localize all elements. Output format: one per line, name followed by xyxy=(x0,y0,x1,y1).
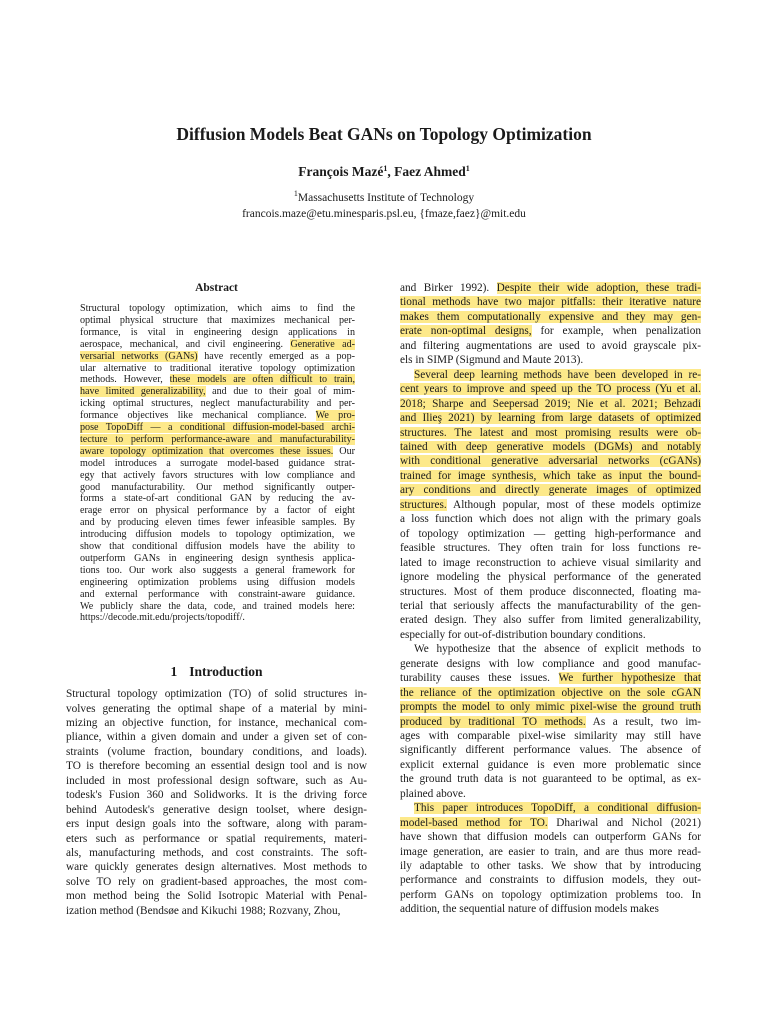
text-segment: mon method being the Solid Isotropic Material with Penal- xyxy=(66,890,367,903)
text-segment: explicit external guidance is even more problematic since xyxy=(400,758,701,771)
abstract-heading: Abstract xyxy=(195,282,238,294)
text-line xyxy=(80,505,355,517)
section-title: Introduction xyxy=(189,664,263,679)
text-line xyxy=(400,902,701,917)
text-line xyxy=(80,458,355,470)
text-line xyxy=(66,889,367,904)
highlighted-text: structures. The latest and most promising results were ob- xyxy=(400,426,701,439)
text-line xyxy=(400,397,701,412)
text-segment: ization method (Bendsøe and Kikuchi 1988; Rozvany, Zhou, xyxy=(66,904,341,917)
text-line xyxy=(400,585,701,600)
text-segment: structures. Most of them produce disconnected, floating ma- xyxy=(400,585,701,598)
highlighted-text: with conditional generative adversarial networks (cGANs) xyxy=(400,455,701,468)
highlighted-text: 2018; Sharpe and Seepersad 2019; Nie et al. 2021; Behzadi xyxy=(400,397,701,410)
text-segment: ily adaptable to other tasks. We show that by introducing xyxy=(400,860,701,872)
highlighted-text: tained with deep generative models (DGMs) and notably xyxy=(400,440,701,453)
highlighted-text: erate non-optimal designs, xyxy=(400,325,532,338)
text-segment: and Birker 1992). xyxy=(400,282,497,294)
highlighted-text: We further hypothesize that xyxy=(558,672,701,685)
highlighted-text: prompts the model to only mimic pixel-wise the ground truth xyxy=(400,701,701,713)
text-segment: model introduces a surrogate model-based guidance strat- xyxy=(80,457,355,469)
text-segment: erage error on physical performance by a factor of eight xyxy=(80,505,355,517)
highlighted-text: trained for image synthesis, which take as input the bound- xyxy=(400,469,701,482)
author-affil-mark: 1 xyxy=(383,164,388,173)
text-segment: plained above. xyxy=(400,787,466,800)
text-line xyxy=(400,353,701,368)
text-line xyxy=(80,589,355,601)
text-line xyxy=(80,482,355,494)
author-list xyxy=(0,162,768,182)
text-segment: aerospace, mechanical, and civil engineering. xyxy=(80,338,291,350)
text-segment: generate designs with low compliance and good manufac- xyxy=(400,657,701,670)
text-line xyxy=(414,368,701,383)
text-line xyxy=(400,527,701,542)
text-line xyxy=(80,303,355,315)
text-segment: Although popular, most of these models optimize xyxy=(446,498,701,511)
highlighted-text: cent years to improve and speed up the TO process (Yu et al. xyxy=(400,383,701,396)
text-line xyxy=(400,743,701,758)
text-segment: els in SIMP (Sigmund and Maute 2013). xyxy=(400,354,584,367)
text-line xyxy=(80,565,355,577)
text-line xyxy=(400,382,701,397)
highlighted-text: Despite their wide adoption, these tradi- xyxy=(496,282,701,294)
text-line xyxy=(66,817,367,832)
text-segment: ware quickly generates design alternatives. Most methods to xyxy=(66,861,367,874)
text-segment: ages with comparable pixel-wise similarity may still have xyxy=(400,730,701,742)
highlighted-text: Generative ad- xyxy=(290,338,355,350)
highlighted-text: tional methods have two major pitfalls: their iterative nature xyxy=(400,296,701,309)
text-segment: especially for out-of-distribution boundary conditions. xyxy=(400,628,646,641)
text-line xyxy=(400,859,701,874)
text-segment: Structural topology optimization (TO) of solid structures in- xyxy=(66,688,367,700)
highlighted-text: the reliance of the optimization objective on the sole cGAN xyxy=(400,686,701,699)
text-line xyxy=(66,803,367,818)
author-name: François Mazé xyxy=(298,164,384,179)
text-line xyxy=(66,788,367,803)
text-line xyxy=(66,730,367,745)
text-line xyxy=(400,324,701,339)
text-segment: eters such as performance or spatial requirements, materi- xyxy=(66,832,367,845)
highlighted-text: model-based method for TO. xyxy=(400,816,548,829)
text-segment: volves generating the optimal shape of a material by mini- xyxy=(66,702,367,715)
text-segment: TO is therefore becoming an essential design tool and is now xyxy=(66,760,367,773)
text-line xyxy=(80,339,355,351)
highlighted-text: versarial networks (GANs) xyxy=(80,350,198,362)
highlighted-text: produced by traditional TO methods. xyxy=(400,715,586,728)
text-segment: for example, when penalization xyxy=(531,325,701,338)
text-line xyxy=(400,772,701,787)
text-segment: ers input design goals into the software, along with param- xyxy=(66,818,367,830)
highlighted-text: have limited generalizability, xyxy=(80,386,206,398)
text-line xyxy=(400,628,701,643)
text-segment: We publicly share the data, code, and trained models here: xyxy=(80,600,355,612)
text-line xyxy=(400,440,701,455)
highlighted-text: these models are often difficult to train, xyxy=(169,374,355,386)
text-line xyxy=(400,310,701,325)
text-line xyxy=(66,774,367,789)
text-line xyxy=(400,599,701,614)
text-segment: terial that seriously affects the manufacturability of the gen- xyxy=(400,599,701,612)
author-name: Faez Ahmed xyxy=(394,164,466,179)
text-line xyxy=(400,686,701,701)
text-segment: forms a state-of-art conditional GAN by reducing the av- xyxy=(80,493,355,505)
text-segment: engineering optimization problems using diffusion models xyxy=(80,576,355,588)
text-segment: icking optimal structures, neglect manufacturability and per- xyxy=(80,398,355,410)
text-line xyxy=(400,498,701,513)
text-line xyxy=(400,541,701,556)
text-segment: Structural topology optimization, which aims to find the xyxy=(80,303,355,314)
text-line xyxy=(66,759,367,774)
text-segment: ignore modeling the physical performance of the generated xyxy=(400,571,701,583)
text-line xyxy=(80,612,355,624)
text-line xyxy=(400,426,701,441)
text-line xyxy=(400,671,701,686)
author-emails: francois.maze@etu.minesparis.psl.eu, {fmaze,faez}@mit.edu xyxy=(242,207,526,220)
text-line xyxy=(80,529,355,541)
text-segment: formance objectives like mechanical compliance. xyxy=(80,410,316,422)
text-line xyxy=(66,846,367,861)
text-line xyxy=(400,339,701,354)
text-segment: perform GANs on topology optimization problems too. In xyxy=(400,888,701,901)
text-line xyxy=(414,642,701,657)
text-segment: Our xyxy=(333,445,355,457)
text-line xyxy=(400,715,701,730)
text-line xyxy=(80,422,355,434)
text-line xyxy=(400,454,701,469)
text-line xyxy=(400,830,701,845)
text-line xyxy=(80,410,355,422)
text-line xyxy=(400,758,701,773)
text-line xyxy=(80,351,355,363)
text-segment: and by producing eleven times fewer infeasible samples. By xyxy=(80,517,355,529)
affiliation-institution: $^1$Massachusetts Institute of Technology xyxy=(293,189,475,204)
highlighted-text: We pro- xyxy=(315,410,355,422)
text-line xyxy=(400,295,701,310)
text-line xyxy=(414,801,701,816)
text-segment: methods. However, xyxy=(80,374,170,386)
highlighted-text: and Ilieş 2021) by learning from large datasets of optimized xyxy=(400,412,701,424)
text-segment: significantly different performance values. The absence of xyxy=(400,744,701,757)
text-segment: feasible structures. They often train for loss functions re- xyxy=(400,542,701,555)
text-line xyxy=(80,446,355,458)
text-segment: mizing an objective function, for instance, mechanical com- xyxy=(66,716,367,729)
text-segment: ular alternative to traditional iterative topology optimization xyxy=(80,362,355,374)
text-line xyxy=(80,553,355,565)
text-line xyxy=(80,315,355,327)
text-line xyxy=(66,716,367,731)
text-segment: Dhariwal and Nichol (2021) xyxy=(547,816,701,829)
text-segment: As a result, two im- xyxy=(585,715,702,728)
text-segment: good manufacturability. Our method significantly outper- xyxy=(80,481,355,493)
text-segment: and due to their goal of mim- xyxy=(205,386,355,398)
text-line xyxy=(80,493,355,505)
text-segment: have recently emerged as a pop- xyxy=(197,350,355,362)
text-segment: egy that actively favors structures with low compliance and xyxy=(80,469,355,481)
text-segment: and filtering augmentations are used to avoid grayscale pix- xyxy=(400,339,701,352)
text-segment: and external performance with constraint-aware guidance. xyxy=(80,588,355,600)
text-line xyxy=(400,512,701,527)
author-separator: , xyxy=(387,164,395,179)
highlighted-text: makes them computationally expensive and they may gen- xyxy=(400,310,701,323)
text-line xyxy=(400,469,701,484)
text-line xyxy=(66,875,367,890)
affiliation xyxy=(0,191,768,222)
text-segment: todesk's Fusion 360 and Solidworks. It is the driving force xyxy=(66,789,367,802)
text-line xyxy=(66,702,367,717)
text-segment: formance, is vital in engineering design applications in xyxy=(80,326,355,338)
text-line xyxy=(400,888,701,903)
text-line xyxy=(400,281,701,296)
text-line xyxy=(66,860,367,875)
text-segment: of topology optimization — getting high-performance and xyxy=(400,527,701,540)
text-line xyxy=(400,483,701,498)
text-segment: outperform GANs in engineering design synthesis applica- xyxy=(80,552,355,564)
text-line xyxy=(80,374,355,386)
highlighted-text: tecture to perform performance-aware and manufacturability- xyxy=(80,433,355,445)
highlighted-text: structures. xyxy=(400,498,447,511)
text-segment: erated design. They also suffer from limited generalizability, xyxy=(400,614,701,627)
text-segment: show that conditional diffusion models have the ability to xyxy=(80,541,355,552)
text-segment: https://decode.mit.edu/projects/topodiff/. xyxy=(80,612,245,624)
text-line xyxy=(400,700,701,715)
highlighted-text: This paper introduces TopoDiff, a conditional diffusion- xyxy=(414,802,701,815)
text-segment: performance and constraints to diffusion models, they out- xyxy=(400,874,701,887)
text-line xyxy=(80,398,355,410)
text-line xyxy=(400,873,701,888)
text-line xyxy=(400,411,701,426)
text-line xyxy=(66,904,367,919)
highlighted-text: pose TopoDiff — a conditional diffusion-model-based archi- xyxy=(80,422,355,433)
text-line xyxy=(80,327,355,339)
text-segment: a loss function which does not align with the primary goals xyxy=(400,513,701,526)
text-line xyxy=(400,845,701,860)
text-segment: als, manufacturing methods, and cost constraints. The soft- xyxy=(66,847,367,859)
text-segment: introducing diffusion models to topology optimization, we xyxy=(80,529,355,541)
text-segment: We hypothesize that the absence of explicit methods to xyxy=(414,643,701,656)
text-line xyxy=(400,787,701,802)
text-line xyxy=(80,434,355,446)
text-line xyxy=(400,729,701,744)
text-line xyxy=(80,577,355,589)
text-line xyxy=(66,687,367,702)
text-line xyxy=(400,570,701,585)
text-segment: straints (volume fraction, boundary conditions, and loads). xyxy=(66,745,367,758)
text-segment: addition, the sequential nature of diffusion models makes xyxy=(400,903,659,916)
text-segment: tions too. Our work also suggests a general framework for xyxy=(80,564,355,576)
highlighted-text: Several deep learning methods have been developed in re- xyxy=(414,368,701,381)
text-line xyxy=(66,745,367,760)
highlighted-text: ary conditions and directly generate images of optimized xyxy=(400,484,701,497)
paper-title: Diffusion Models Beat GANs on Topology Optimization xyxy=(176,124,592,144)
text-segment: lated to image reconstruction to achieve visual similarity and xyxy=(400,556,701,569)
text-segment: behind Autodesk's generative design toolset, where design- xyxy=(66,803,367,816)
text-segment: turability causes these issues. xyxy=(400,672,559,685)
text-line xyxy=(66,832,367,847)
text-segment: image generation, are easier to train, and are thus more read- xyxy=(400,845,701,858)
author-affil-mark: 1 xyxy=(465,164,470,173)
text-segment: the ground truth data is not guaranteed to be optimal, as ex- xyxy=(400,773,701,786)
text-line xyxy=(400,613,701,628)
section-heading-introduction xyxy=(66,663,367,681)
text-line xyxy=(80,470,355,482)
text-segment: optimal physical structure that maximizes mechanical per- xyxy=(80,314,355,326)
text-line xyxy=(400,556,701,571)
text-line xyxy=(400,657,701,672)
text-line xyxy=(80,601,355,613)
text-segment: solve TO rely on gradient-based approaches, the most com- xyxy=(66,875,367,888)
section-number: 1 xyxy=(170,664,178,679)
text-line xyxy=(80,517,355,529)
text-segment: included in most professional design software, such as Au- xyxy=(66,774,367,787)
highlighted-text: aware topology optimization that overcomes these issues. xyxy=(80,445,334,457)
text-line xyxy=(400,816,701,831)
text-line xyxy=(80,386,355,398)
affiliation-mark: 1 xyxy=(293,189,298,198)
text-segment: have shown that diffusion models can outperform GANs for xyxy=(400,831,701,844)
text-line xyxy=(80,541,355,553)
text-line xyxy=(80,363,355,375)
text-segment: pliance, within a given domain and under a given set of con- xyxy=(66,731,367,744)
